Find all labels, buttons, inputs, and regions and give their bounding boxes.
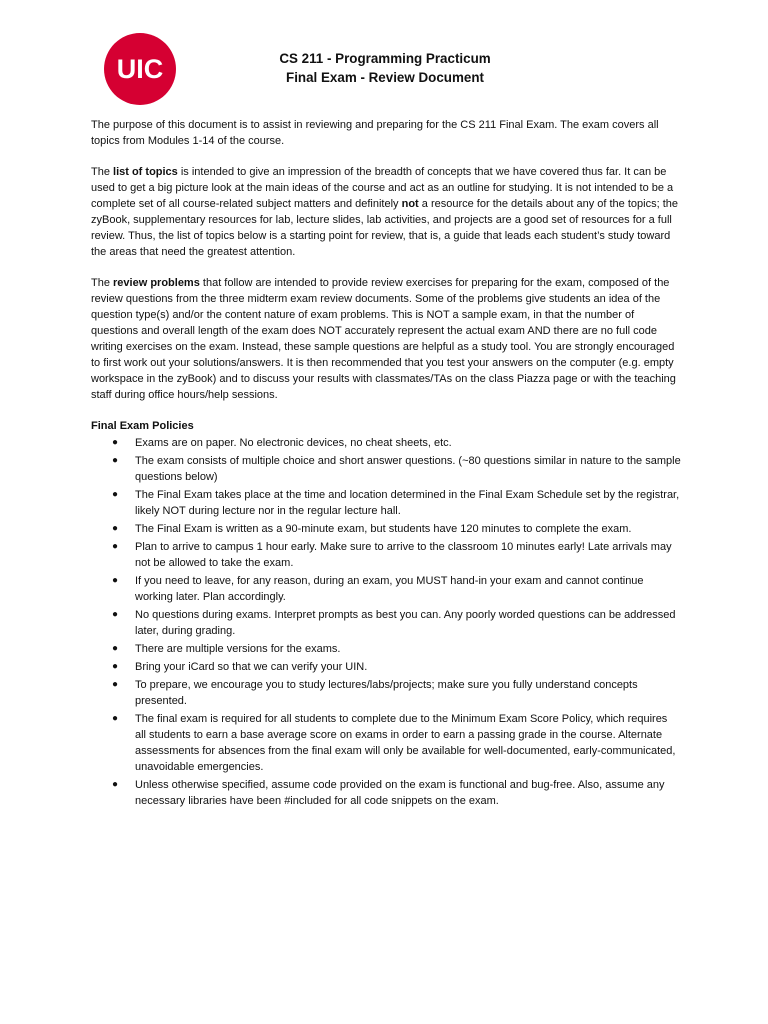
policies-list [91, 435, 681, 809]
policy-item [91, 641, 681, 657]
document-body [91, 117, 681, 811]
policy-item [91, 453, 681, 485]
policy-item [91, 539, 681, 571]
topics-not: not [401, 198, 419, 210]
bullet-icon: ● [112, 661, 119, 672]
bullet-icon: ● [112, 643, 119, 654]
policy-text: To prepare, we encourage you to study lectures/labs/projects; make sure you fully understand concepts presented. [135, 679, 638, 707]
policy-text: Plan to arrive to campus 1 hour early. Make sure to arrive to the classroom 10 minutes early! Late arrivals may not be allowed to take the exam. [135, 541, 672, 569]
policy-item [91, 487, 681, 519]
policy-item [91, 677, 681, 709]
policy-item [91, 659, 681, 675]
topics-paragraph [91, 164, 681, 260]
policy-item [91, 711, 681, 775]
topics-part2: a resource for the details about any of the topics; the zyBook, supplementary resources for lab, lecture slides, lab activities, and projects are a good set of resources for a full review. Thus, the list of topics below is a starting point for review, that is, a guide that leads each student’s study toward the areas that need the greatest attention. [91, 198, 678, 258]
bullet-icon: ● [112, 455, 119, 466]
uic-logo [104, 33, 176, 105]
policy-item [91, 521, 681, 537]
review-lead: The [91, 277, 114, 289]
topics-term: list of topics [113, 166, 178, 178]
bullet-icon: ● [112, 541, 119, 552]
review-rest: that follow are intended to provide review exercises for preparing for the exam, composed of the review questions from the three midterm exam review documents. Some of the problems give students an idea of the question type(s) and/or the content nature of exam problems. This is NOT a sample exam, in that the number of questions and overall length of the exam does NOT accurately represent the actual exam AND there are no full code writing exercises on the exam. Instead, these sample questions are helpful as a study tool. You are strongly encouraged to first work out your solutions/answers. It is then recommended that you test your answers on the computer (e.g. empty workspace in the zyBook) and to discuss your results with classmates/TAs on the class Piazza page or with the teaching staff during office hours/help sessions. [91, 277, 676, 401]
intro-paragraph: The purpose of this document is to assist in reviewing and preparing for the CS 211 Final Exam. The exam covers all topics from Modules 1-14 of the course. [91, 119, 659, 147]
bullet-icon: ● [112, 609, 119, 620]
policy-text: The exam consists of multiple choice and short answer questions. (~80 questions similar in nature to the sample questions below) [135, 455, 681, 483]
bullet-icon: ● [112, 779, 119, 790]
policy-text: There are multiple versions for the exams. [135, 643, 341, 655]
policy-item [91, 573, 681, 605]
policy-item [91, 607, 681, 639]
document-subtitle: Final Exam - Review Document [286, 70, 484, 85]
review-paragraph [91, 275, 681, 403]
topics-lead: The [91, 166, 114, 178]
bullet-icon: ● [112, 523, 119, 534]
logo-text: UIC [116, 53, 164, 84]
policies-heading: Final Exam Policies [91, 420, 194, 432]
bullet-icon: ● [112, 489, 119, 500]
course-title: CS 211 - Programming Practicum [279, 51, 491, 66]
policy-text: The Final Exam takes place at the time and location determined in the Final Exam Schedule set by the registrar, likely NOT during lecture nor in the regular lecture hall. [135, 489, 680, 517]
policy-text: If you need to leave, for any reason, during an exam, you MUST hand-in your exam and cannot continue working later. Plan accordingly. [135, 575, 644, 603]
policy-item [91, 777, 681, 809]
bullet-icon: ● [112, 437, 119, 448]
policy-text: The Final Exam is written as a 90-minute exam, but students have 120 minutes to complete the exam. [135, 523, 632, 535]
bullet-icon: ● [112, 679, 119, 690]
bullet-icon: ● [112, 575, 119, 586]
review-term: review problems [113, 277, 200, 289]
policy-text: Exams are on paper. No electronic devices, no cheat sheets, etc. [135, 437, 452, 449]
policy-text: No questions during exams. Interpret prompts as best you can. Any poorly worded questions can be addressed later, during grading. [135, 609, 676, 637]
policy-text: The final exam is required for all students to complete due to the Minimum Exam Score Policy, which requires all students to earn a base average score on exams in order to earn a passing grade in the course. Alternate assessments for absences from the final exam will only be available for well-documented, early-communicated, unavoidable emergencies. [135, 713, 676, 773]
bullet-icon: ● [112, 713, 119, 724]
policy-text: Unless otherwise specified, assume code provided on the exam is functional and bug-free. Also, assume any necessary libraries have been #included for all code snippets on the exam. [135, 779, 665, 807]
topics-part1: is intended to give an impression of the breadth of concepts that we have covered thus far. It can be used to get a big picture look at the main ideas of the course and act as an outline for studying. It is not intended to be a complete set of all course-related subject matters and definitely [91, 166, 674, 210]
document-title [200, 49, 570, 87]
policy-item [91, 435, 681, 451]
policy-text: Bring your iCard so that we can verify your UIN. [135, 661, 368, 673]
